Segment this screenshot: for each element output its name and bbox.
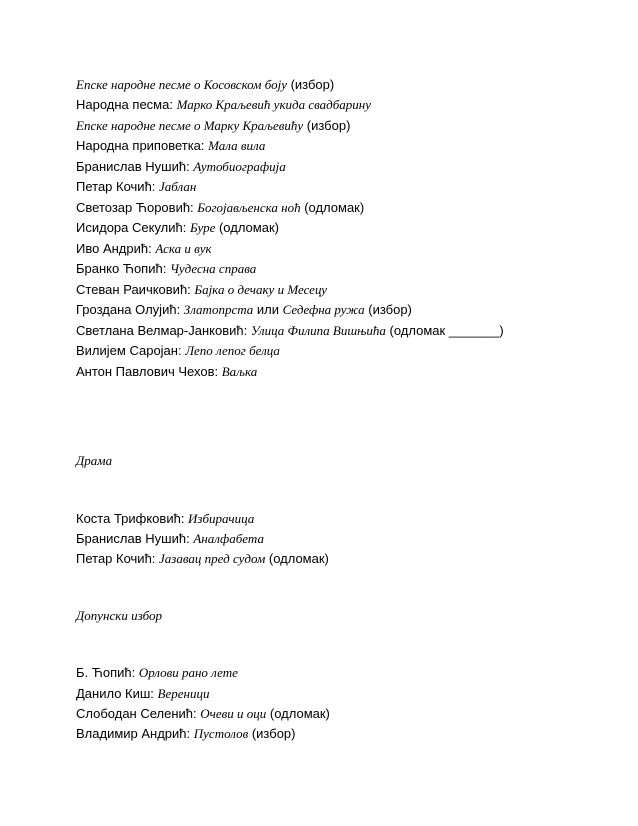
item-note: (одломак) (300, 200, 365, 215)
list-item (76, 705, 330, 722)
section-heading-supplementary: Допунски избор (76, 608, 163, 623)
item-title: Пустолов (193, 726, 249, 741)
item-title: Марко Краљевић укида свадбарину (176, 97, 372, 112)
list-item (76, 240, 212, 257)
item-title: Чудесна справа (169, 261, 257, 276)
item-author: Бранко Ћопић: (76, 261, 170, 276)
item-connector: или (253, 302, 283, 317)
item-author: Антон Павлович Чехов: (76, 364, 222, 379)
list-item (76, 342, 280, 359)
item-title: Мала вила (208, 138, 266, 153)
item-note: (одломак _______) (385, 323, 504, 338)
item-author: Стеван Раичковић: (76, 282, 195, 297)
list-item (76, 530, 264, 547)
list-item (76, 363, 257, 380)
list-item (76, 96, 371, 113)
item-title: Орлови рано лете (138, 665, 238, 680)
list-item (76, 137, 265, 154)
item-title-alt: Седефна ружа (282, 302, 365, 317)
item-title: Јазавац пред судом (159, 551, 266, 566)
item-title: Аналфабета (193, 531, 264, 546)
item-note: (избор) (364, 302, 412, 317)
item-author: Гроздана Олујић: (76, 302, 184, 317)
item-note: (избор) (303, 118, 351, 133)
section-heading-drama: Драма (76, 453, 113, 468)
item-title: Бајка о дечаку и Месецу (194, 282, 328, 297)
list-item (76, 158, 286, 175)
item-title: Златопрста (183, 302, 254, 317)
item-author: Данило Киш: (76, 686, 158, 701)
item-note: (избор) (248, 726, 296, 741)
item-author: Петар Кочић: (76, 179, 160, 194)
item-title: Ваљка (221, 364, 258, 379)
list-item (76, 664, 238, 681)
item-note: (одломак) (265, 551, 329, 566)
list-item (76, 260, 256, 277)
item-title: Аутобиографија (193, 159, 286, 174)
item-title: Очеви и оци (200, 706, 267, 721)
item-note: (избор) (286, 77, 335, 92)
item-author: Бранислав Нушић: (76, 159, 194, 174)
item-author: Коста Трифковић: (76, 511, 189, 526)
list-item (76, 685, 209, 702)
item-author: Исидора Секулић: (76, 220, 190, 235)
item-author: Иво Андрић: (76, 241, 156, 256)
item-author: Бранислав Нушић: (76, 531, 194, 546)
item-author: Слободан Селенић: (76, 706, 201, 721)
item-title: Вереници (157, 686, 210, 701)
item-title: Јаблан (159, 179, 197, 194)
list-item (76, 76, 334, 93)
item-title: Богојављенска ноћ (197, 200, 301, 215)
item-author: Владимир Андрић: (76, 726, 194, 741)
item-author: Светлана Велмар-Јанковић: (76, 323, 251, 338)
item-title: Избирачица (188, 511, 255, 526)
item-title: Буре (189, 220, 216, 235)
item-title: Улица Филипа Вишњића (250, 323, 386, 338)
list-item (76, 510, 254, 527)
item-author: Народна приповетка: (76, 138, 209, 153)
list-item (76, 178, 196, 195)
list-item (76, 550, 329, 567)
item-note: (одломак) (215, 220, 279, 235)
item-author: Петар Кочић: (76, 551, 160, 566)
item-title: Епске народне песме о Косовском боју (76, 77, 287, 92)
item-author: Вилијем Сароjан: (76, 343, 186, 358)
item-author: Б. Ћопић: (76, 665, 139, 680)
list-item (76, 281, 327, 298)
list-item (76, 322, 504, 339)
list-item (76, 199, 364, 216)
item-title: Епске народне песме о Марку Краљевићу (76, 118, 304, 133)
list-item (76, 219, 279, 236)
item-note: (одломак) (266, 706, 330, 721)
item-title: Аска и вук (155, 241, 212, 256)
item-title: Лепо лепог белца (185, 343, 280, 358)
list-item (76, 301, 412, 318)
list-item (76, 725, 296, 742)
item-author: Светозар Ћоровић: (76, 200, 198, 215)
list-item (76, 117, 350, 134)
item-author: Народна песма: (76, 97, 177, 112)
